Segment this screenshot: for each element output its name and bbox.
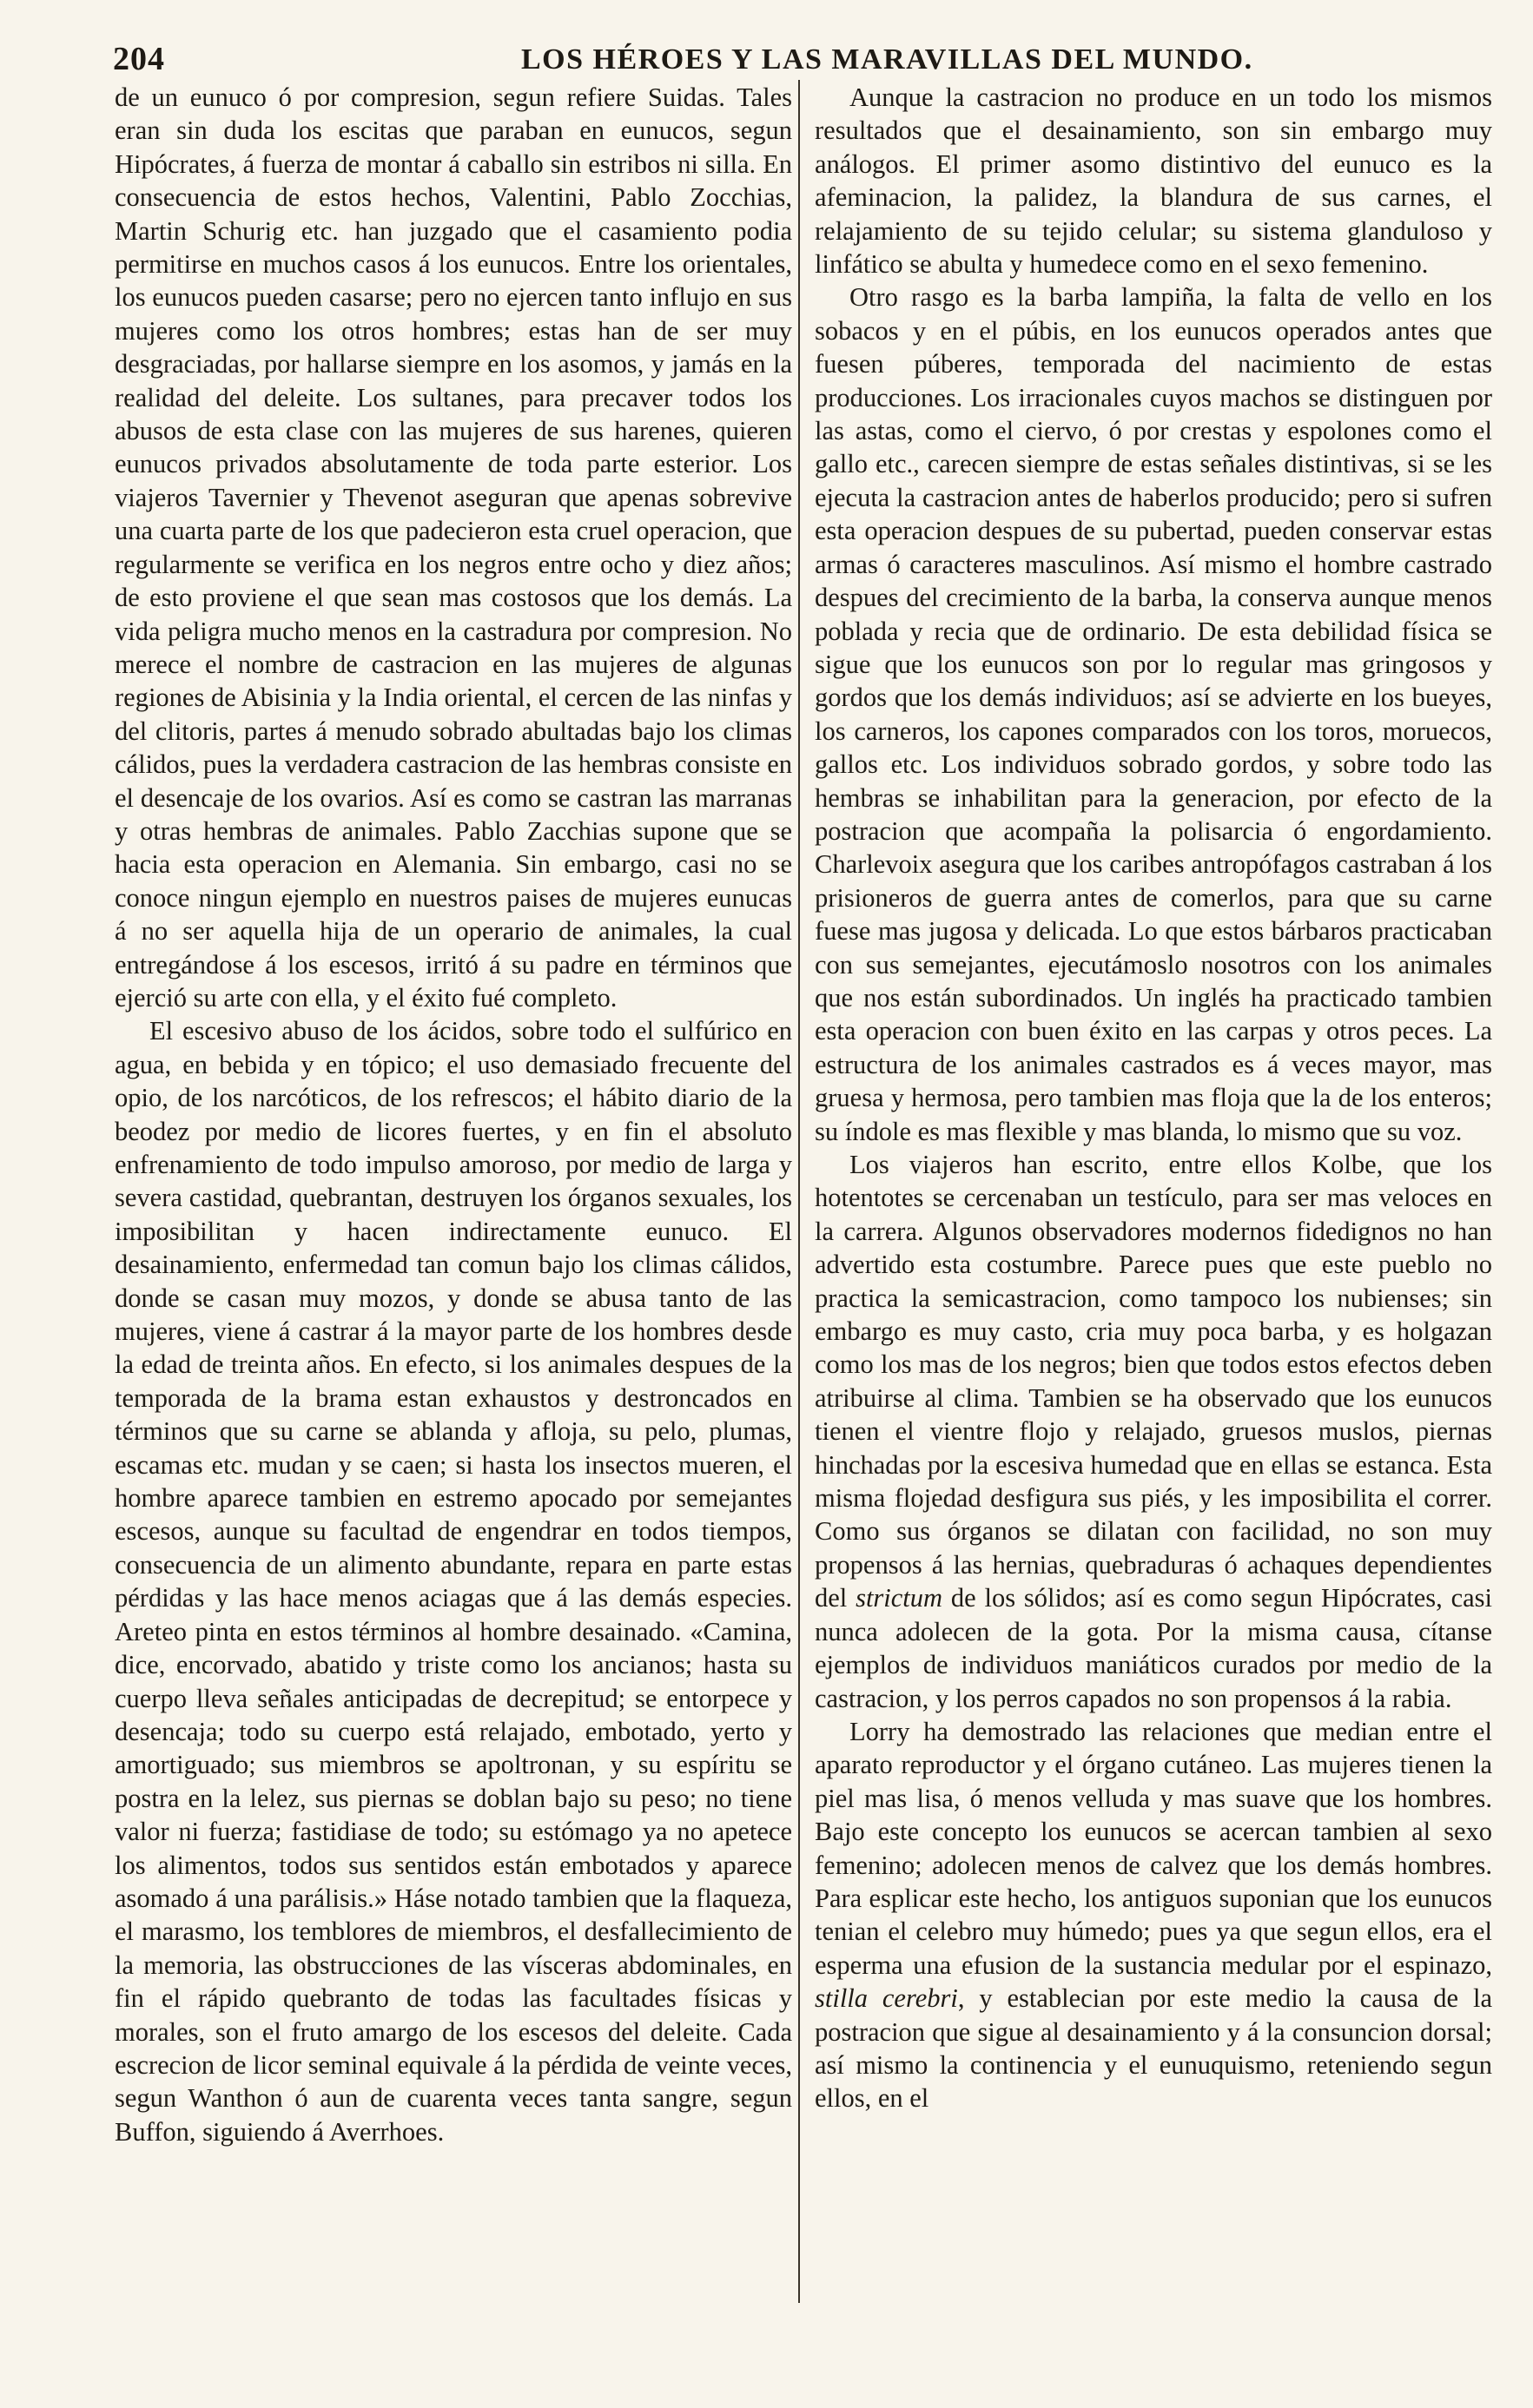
left-text-column [115,81,792,2148]
running-title: LOS HÉROES Y LAS MARAVILLAS DEL MUNDO. [521,43,1253,76]
paragraph-text: Los viajeros han escrito, entre ellos Kolbe, que los hotentotes se cercenaban un testículo, para ser mas veloces en la carrera. Algunos observadores modernos fidedignos no han advertido esta costumbre. Parece pues que este pueblo no practica la semicastracion, como tampoco los nubienses; sin embargo es muy casto, cria muy poca barba, y es holgazan como los mas de los negros; bien que todos estos efectos deben atribuirse al clima. Tambien se ha observado que los eunucos tienen el vientre flojo y relajado, gruesos muslos, piernas hinchadas por la escesiva humedad que en ellas se estanca. Esta misma flojedad desfigura sus piés, y les imposibilita el correr. Como sus órganos se dilatan con facilidad, no son muy propensos á las hernias, quebraduras ó achaques dependientes del [815,1150,1492,1613]
paragraph-text: Lorry ha demostrado las relaciones que median entre el aparato reproductor y el órgano cutáneo. Las mujeres tienen la piel mas lisa, ó menos velluda y mas suave que los hombres. Bajo este concepto los eunucos se acercan tambien al sexo femenino; adolecen menos de calvez que los demás hombres. Para esplicar este hecho, los antiguos suponian que los eunucos tenian el celebro muy húmedo; pues ya que segun ellos, era el esperma una efusion de la sustancia medular por el espinazo, [815,1716,1492,1980]
paragraph: El escesivo abuso de los ácidos, sobre todo el sulfúrico en agua, en bebida y en tópico; el uso demasiado frecuente del opio, de los narcóticos, de los refrescos; el hábito diario de la beodez por medio de licores fuertes, y en fin el absoluto enfrenamiento de todo impulso amoroso, por medio de larga y severa castidad, quebrantan, destruyen los órganos sexuales, los imposibilitan y hacen indirectamente eunuco. El desainamiento, enfermedad tan comun bajo los climas cálidos, donde se casan muy mozos, y donde se abusa tanto de las mujeres, viene á castrar á la mayor parte de los hombres desde la edad de treinta años. En efecto, si los animales despues de la temporada de la brama estan exhaustos y destroncados en términos que su carne se ablanda y afloja, su pelo, plumas, escamas etc. mudan y se caen; si hasta los insectos mueren, el hombre aparece tambien en estremo apocado por semejantes escesos, aunque su facultad de engendrar en todos tiempos, consecuencia de un alimento abundante, repara en parte estas pérdidas y las hace menos aciagas que á las demás especies. Areteo pinta en estos términos al hombre desainado. «Camina, dice, encorvado, abatido y triste como los ancianos; hasta su cuerpo lleva señales anticipadas de decrepitud; se entorpece y desencaja; todo su cuerpo está relajado, embotado, yerto y amortiguado; sus miembros se apoltronan, y su espíritu se postra en la lelez, sus piernas se doblan bajo su peso; no tiene valor ni fuerza; fastidiase de todo; su estómago ya no apetece los alimentos, todos sus sentidos están embotados y aparece asomado á una parálisis.» Háse notado tambien que la flaqueza, el marasmo, los temblores de miembros, el desfallecimiento de la memoria, las obstrucciones de las vísceras abdominales, en fin el rápido quebranto de todas las facultades físicas y morales, son el fruto amargo de los escesos del deleite. Cada escrecion de licor seminal equivale á la pérdida de veinte veces, segun Wanthon ó aun de cuarenta veces tanta sangre, segun Buffon, siguiendo á Averrhoes. [115,1016,792,2147]
page-number: 204 [113,41,165,77]
italic-term: stilla cerebri [815,1983,958,2014]
right-text-column [815,81,1492,2115]
paragraph [815,1148,1492,1715]
italic-term: strictum [856,1583,943,1613]
paragraph: Aunque la castracion no produce en un todo los mismos resultados que el desainamiento, son sin embargo muy análogos. El primer asomo distintivo del eunuco es la afeminacion, la palidez, la blandura de sus carnes, el relajamiento de su tejido celular; su sistema glanduloso y linfático se abulta y humedece como en el sexo femenino. [815,82,1492,280]
paragraph-text: de los sólidos; así es como segun Hipócrates, casi nunca adolecen de la gota. Por la misma causa, cítanse ejemplos de individuos maniáticos curados por medio de la castracion, y los perros capados no son propensos á la rabia. [815,1583,1492,1713]
paragraph: de un eunuco ó por compresion, segun refiere Suidas. Tales eran sin duda los escitas que paraban en eunucos, segun Hipócrates, á fuerza de montar á caballo sin estribos ni silla. En consecuencia de estos hechos, Valentini, Pablo Zocchias, Martin Schurig etc. han juzgado que el casamiento podia permitirse en muchos casos á los eunucos. Entre los orientales, los eunucos pueden casarse; pero no ejercen tanto influjo en sus mujeres como los otros hombres; estas han de ser muy desgraciadas, por hallarse siempre en los asomos, y jamás en la realidad del deleite. Los sultanes, para precaver todos los abusos de esta clase con las mujeres de sus harenes, quieren eunucos privados absolutamente de toda parte esterior. Los viajeros Tavernier y Thevenot aseguran que apenas sobrevive una cuarta parte de los que padecieron esta cruel operacion, que regularmente se verifica en los negros entre ocho y diez años; de esto proviene el que sean mas costosos que los demás. La vida peligra mucho menos en la castradura por compresion. No merece el nombre de castracion en las mujeres de algunas regiones de Abisinia y la India oriental, el cercen de las ninfas y del clitoris, partes á menudo sobrado abultadas bajo los climas cálidos, pues la verdadera castracion de las hembras consiste en el desencaje de los ovarios. Así es como se castran las marranas y otras hembras de animales. Pablo Zacchias supone que se hacia esta operacion en Alemania. Sin embargo, casi no se conoce ningun ejemplo en nuestros paises de mujeres eunucas á no ser aquella hija de un operario de animales, la cual entregándose á los escesos, irritó á su padre en términos que ejerció su arte con ella, y el éxito fué completo. [115,82,793,1013]
column-divider [798,80,800,2303]
page-header [113,40,1459,78]
paragraph: Otro rasgo es la barba lampiña, la falta de vello en los sobacos y en el púbis, en los eunucos operados antes que fuesen púberes, temporada del nacimiento de estas producciones. Los irracionales cuyos machos se distinguen por las astas, como el ciervo, ó por crestas y espolones como el gallo etc., carecen siempre de estas señales distintivas, si se les ejecuta la castracion antes de haberlos producido; pero si sufren esta operacion despues de su pubertad, pueden conservar estas armas ó caracteres masculinos. Así mismo el hombre castrado despues del crecimiento de la barba, la conserva aunque menos poblada y recia que de ordinario. De esta debilidad física se sigue que los eunucos son por lo regular mas gringosos y gordos que los demás individuos; así se advierte en los bueyes, los carneros, los capones comparados con los toros, moruecos, gallos etc. Los individuos sobrado gordos, y sobre todo las hembras se inhabilitan para la generacion, por efecto de la postracion que acompaña la polisarcia ó engordamiento. Charlevoix asegura que los caribes antropófagos castraban á los prisioneros de guerra antes de comerlos, para que su carne fuese mas jugosa y delicada. Lo que estos bárbaros practicaban con sus semejantes, ejecutámoslo nosotros con los animales que nos están subordinados. Un inglés ha practicado tambien esta operacion con buen éxito en las carpas y otros peces. La estructura de los animales castrados es á veces mayor, mas gruesa y hermosa, pero tambien mas floja que la de los enteros; su índole es mas flexible y mas blanda, lo mismo que su voz. [815,282,1492,1146]
paragraph [815,1715,1492,2115]
paragraph-text: , y establecian por este medio la causa de la postracion que sigue al desainamiento y á la consuncion dorsal; así mismo la continencia y el eunuquismo, reteniendo segun ellos, en el [815,1983,1492,2114]
